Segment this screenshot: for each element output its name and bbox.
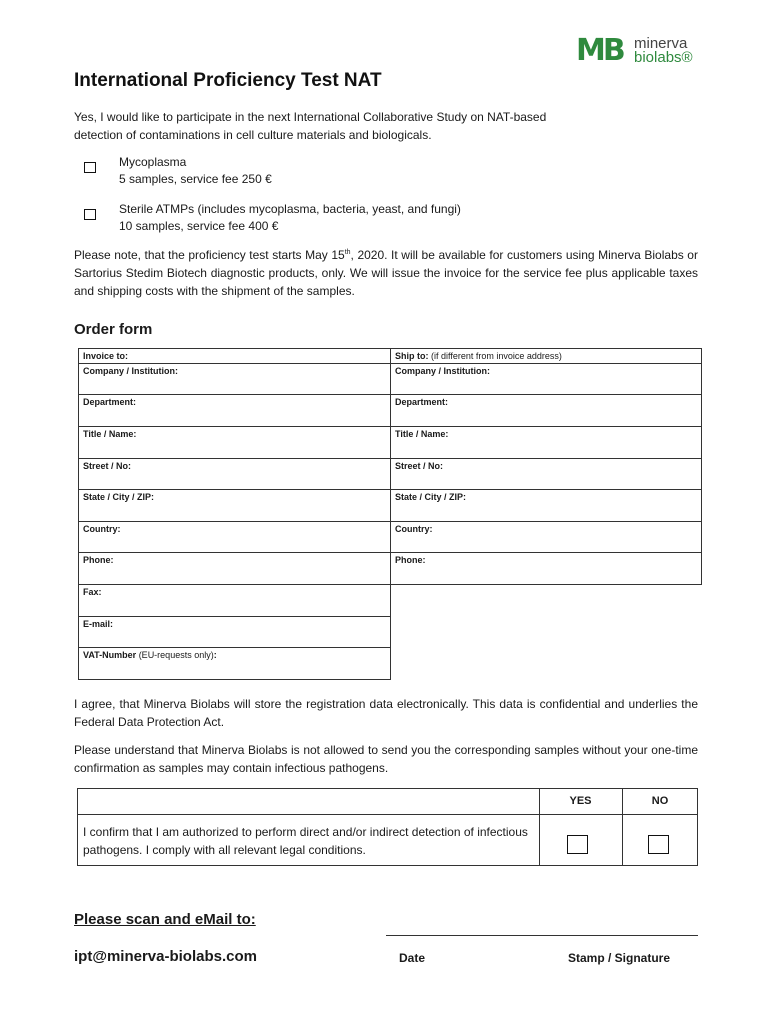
field-label: State / City / ZIP: — [395, 492, 467, 502]
logo-line2: biolabs® — [634, 49, 693, 66]
stamp-signature-label: Stamp / Signature — [568, 951, 671, 965]
intro-line-1: Yes, I would like to participate in the next International Collaborative Study on NAT-based — [74, 110, 547, 124]
option-detail: 10 samples, service fee 400 € — [119, 219, 279, 233]
field-label: Phone: — [83, 555, 114, 565]
logo-line1: minerva — [634, 35, 688, 52]
vat-number-field[interactable] — [78, 647, 391, 680]
field-label: E-mail: — [83, 619, 114, 629]
option-name: Sterile ATMPs (includes mycoplasma, bacteria, yeast, and fungi) — [119, 202, 461, 216]
minerva-biolabs-logo — [576, 33, 696, 68]
invoice-header-cell — [78, 348, 391, 364]
table-divider — [78, 814, 697, 815]
vat-colon: : — [213, 650, 217, 660]
logo-mark: MB — [576, 33, 623, 68]
ship-title-name-field[interactable] — [390, 426, 702, 459]
ship-department-field[interactable] — [390, 394, 702, 427]
vat-label: VAT-Number — [83, 650, 137, 660]
field-label: State / City / ZIP: — [83, 492, 155, 502]
mycoplasma-checkbox[interactable] — [84, 162, 96, 173]
invoice-fax-field[interactable] — [78, 584, 391, 617]
note-post: , 2020. It will be available for customers using Minerva Biolabs or Sartorius Stedim Biotech diagnostic products, only. We will issue the invoice for the service fee plus applicable taxes and shipping costs with the shipment of the samples. — [74, 248, 698, 298]
proficiency-note — [74, 244, 698, 300]
invoice-header: Invoice to: — [83, 351, 129, 361]
sterile-atmps-checkbox[interactable] — [84, 209, 96, 220]
no-header: NO — [651, 795, 669, 807]
field-label: Country: — [395, 524, 433, 534]
note-pre: Please note, that the proficiency test starts May 15 — [74, 248, 345, 262]
field-label: Title / Name: — [395, 429, 449, 439]
field-label: Company / Institution: — [395, 366, 490, 376]
note-sup: th — [344, 249, 351, 256]
invoice-phone-field[interactable] — [78, 552, 391, 585]
ship-company-field[interactable] — [390, 363, 702, 395]
yes-header: YES — [569, 795, 592, 807]
ship-header-note: (if different from invoice address) — [431, 351, 562, 361]
invoice-state-city-zip-field[interactable] — [78, 489, 391, 522]
field-label: Street / No: — [395, 461, 444, 471]
intro-line-2: detection of contaminations in cell culture materials and biologicals. — [74, 128, 432, 142]
page-title: International Proficiency Test NAT — [74, 70, 382, 91]
intro-text — [74, 108, 574, 144]
ship-country-field[interactable] — [390, 521, 702, 553]
field-label: Fax: — [83, 587, 102, 597]
option-detail: 5 samples, service fee 250 € — [119, 172, 272, 186]
confirmation-requirement-text: Please understand that Minerva Biolabs is not allowed to send you the corresponding samples without your one-time confirmation as samples may contain infectious pathogens. — [74, 743, 698, 775]
field-label: Department: — [83, 397, 137, 407]
ship-state-city-zip-field[interactable] — [390, 489, 702, 522]
ship-header: Ship to: — [395, 351, 429, 361]
invoice-department-field[interactable] — [78, 394, 391, 427]
ship-street-field[interactable] — [390, 458, 702, 490]
confirmation-table — [77, 788, 698, 866]
contact-email[interactable]: ipt@minerva-biolabs.com — [74, 948, 257, 965]
confirmation-statement: I confirm that I am authorized to perform direct and/or indirect detection of infectious pathogens. I comply with all relevant legal conditions. — [83, 825, 528, 857]
ship-header-cell — [390, 348, 702, 364]
date-label: Date — [399, 951, 426, 965]
field-label: Department: — [395, 397, 449, 407]
confirm-no-checkbox[interactable] — [648, 835, 669, 854]
invoice-street-field[interactable] — [78, 458, 391, 490]
option-name: Mycoplasma — [119, 155, 187, 169]
field-label: Street / No: — [83, 461, 132, 471]
field-label: Company / Institution: — [83, 366, 178, 376]
data-protection-text: I agree, that Minerva Biolabs will store the registration data electronically. This data is confidential and underlies the Federal Data Protection Act. — [74, 697, 698, 729]
confirm-yes-checkbox[interactable] — [567, 835, 588, 854]
order-form-heading: Order form — [74, 321, 153, 338]
invoice-company-field[interactable] — [78, 363, 391, 395]
vat-note: (EU-requests only) — [138, 650, 214, 660]
ship-phone-field[interactable] — [390, 552, 702, 585]
invoice-email-field[interactable] — [78, 616, 391, 648]
logo-wordmark — [634, 37, 693, 65]
field-label: Title / Name: — [83, 429, 137, 439]
invoice-country-field[interactable] — [78, 521, 391, 553]
field-label: Phone: — [395, 555, 426, 565]
signature-line — [386, 935, 698, 936]
invoice-title-name-field[interactable] — [78, 426, 391, 459]
scan-email-heading: Please scan and eMail to: — [74, 911, 256, 928]
field-label: Country: — [83, 524, 121, 534]
